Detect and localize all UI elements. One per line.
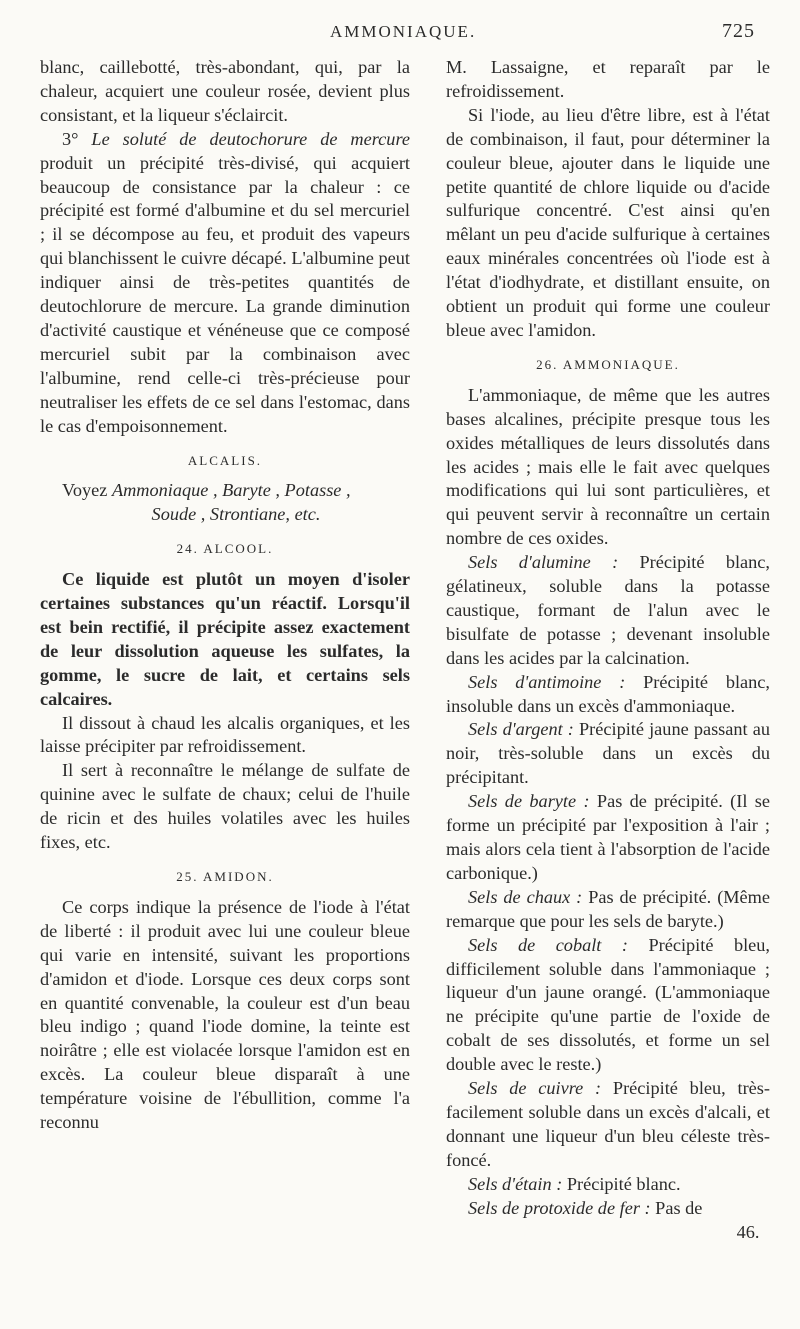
paragraph: M. Lassaigne, et reparaît par le refroidissement. [446,57,770,101]
entry-text: Précipité blanc. [562,1173,681,1194]
crossref-list: Ammoniaque , Baryte , Potasse , [111,480,351,501]
crossref-list-continued: Soude , Strontiane, etc. [151,504,321,525]
section-heading-alcool: 24. ALCOOL. [176,541,274,557]
entry-baryte [446,790,770,886]
entry-term: Sels d'argent : [468,719,574,740]
entry-text: Précipité blanc, insoluble dans un excès d'ammoniaque. [446,671,770,716]
entry-term: Sels d'alumine : [468,552,619,573]
section-heading-amidon: 25. AMIDON. [176,869,274,884]
entry-alumine [446,551,770,671]
paragraph-deutochlorure [40,128,410,439]
entry-text: Précipité jaune passant au noir, très-soluble dans un excès du précipitant. [446,719,771,788]
right-column [446,56,770,1244]
term-deutochlorure: Le soluté de deutochorure de mercure [91,128,410,149]
entry-protoxide-fer [446,1197,770,1221]
paragraph: L'ammoniaque, de même que les autres bases alcalines, précipite presque tous les oxides métalliques de leurs dissolutés dans les acides ; mais elle le fait avec quelques modifications qui lui sont particulières, et qui peuvent servir à reconnaître un certain nombre de ces oxides. [446,384,770,549]
paragraph-number: 3° [62,128,92,149]
entry-text: Pas de précipité. (Même remarque que pour les sels de baryte.) [446,886,770,931]
entry-cuivre [446,1077,770,1173]
entry-argent [446,718,770,790]
entry-antimoine [446,671,770,719]
continued-fragment: 46. [736,1221,760,1242]
entry-term: Sels de chaux : [468,886,583,907]
entry-term: Sels de baryte : [468,791,590,812]
entry-text: Pas de [650,1197,703,1218]
entry-text: Précipité bleu, difficilement soluble dans l'ammoniaque ; liqueur d'un jaune orangé. (L'ammoniaque ne précipite qu'une partie de l'oxide de cobalt de ses dissolutés, et forme un sel double avec le reste.) [446,934,770,1075]
page-number: 725 [722,20,755,42]
entry-text: Pas de précipité. (Il se forme un précipité par l'exposition à l'air ; mais alors cela tient à l'absorption de l'acide carbonique.) [446,791,770,883]
paragraph: Si l'iode, au lieu d'être libre, est à l'état de combinaison, il faut, pour déterminer la couleur bleue, ajouter dans le liquide une petite quantité de chlore liquide ou d'acide sulfurique concentré. C'est ainsi qu'en mêlant un peu d'acide sulfurique à certaines eaux minérales concentrées où l'iode est à l'état d'iodhydrate, et distillant ensuite, on obtient un produit qui forme une couleur bleue avec l'amidon. [446,104,770,340]
entry-term: Sels de cuivre : [468,1078,602,1099]
entry-etain [446,1173,770,1197]
page-header [0,20,800,50]
paragraph: Il dissout à chaud les alcalis organiques, et les laisse précipiter par refroidissement. [40,712,410,757]
entry-text: Précipité bleu, très-facilement soluble dans un excès d'alcali, et donnant une liqueur d'un bleu céleste très-foncé. [446,1078,770,1170]
entry-cobalt [446,934,770,1077]
section-heading-ammoniaque: 26. AMMONIAQUE. [536,356,680,372]
entry-term: Sels de protoxide de fer : [468,1197,651,1218]
crossref-lead: Voyez [62,480,112,501]
paragraph-text: produit un précipité très-divisé, qui acquiert beaucoup de consistance par la chaleur : ce précipité est formé d'albumine et du sel mercuriel ; il se décompose au feu, et produit des vapeurs qui blanchissent le cuivre décapé. L'albumine peut indiquer ainsi de très-petites quantités de deutochlorure de mercure. La grande diminution d'activité caustique et vénéneuse que ce composé mercuriel subit par la combinaison avec l'albumine, rend celle-ci très-précieuse pour neutraliser les effets de ce sel dans l'estomac, dans le cas d'empoisonnement. [40,152,410,436]
cross-reference [40,479,410,527]
entry-term: Sels d'antimoine : [468,671,626,692]
paragraph-alcool: Ce liquide est plutôt un moyen d'isoler certaines substances qu'un réactif. Lorsqu'il est bein rectifié, il précipite assez exactement de leur dissolution aqueuse les sulfates, la gomme, le sucre de lait, et certains sels calcaires. [40,569,410,709]
paragraph: Il sert à reconnaître le mélange de sulfate de quinine avec le sulfate de chaux; celui de l'huile de ricin et des huiles volatiles avec les huiles fixes, etc. [40,760,410,853]
paragraph: blanc, caillebotté, très-abondant, qui, par la chaleur, acquiert une couleur rosée, devient plus consistant, et la liqueur s'éclaircit. [40,57,410,125]
section-heading-alcalis: ALCALIS. [187,452,263,468]
left-column [40,56,410,1135]
entry-text: Précipité blanc, gélatineux, soluble dans la potasse caustique, formant de l'alun avec le bisulfate de potasse ; devenant insoluble dans les acides par la calcination. [446,552,770,668]
paragraph: Ce corps indique la présence de l'iode à l'état de liberté : il produit avec lui une couleur bleue qui varie en intensité, suivant les proportions d'amidon et d'iode. Lorsque ces deux corps sont en quantité convenable, la couleur est d'un beau bleu indigo ; quand l'iode domine, la teinte est noirâtre ; elle est violacée lorsque l'amidon est en excès. La couleur bleue disparaît à une température voisine de l'ébullition, comme l'a reconnu [40,896,410,1133]
entry-term: Sels de cobalt : [468,934,628,955]
running-head: AMMONIAQUE. [330,22,477,41]
entry-chaux [446,886,770,934]
entry-term: Sels d'étain : [468,1173,563,1194]
